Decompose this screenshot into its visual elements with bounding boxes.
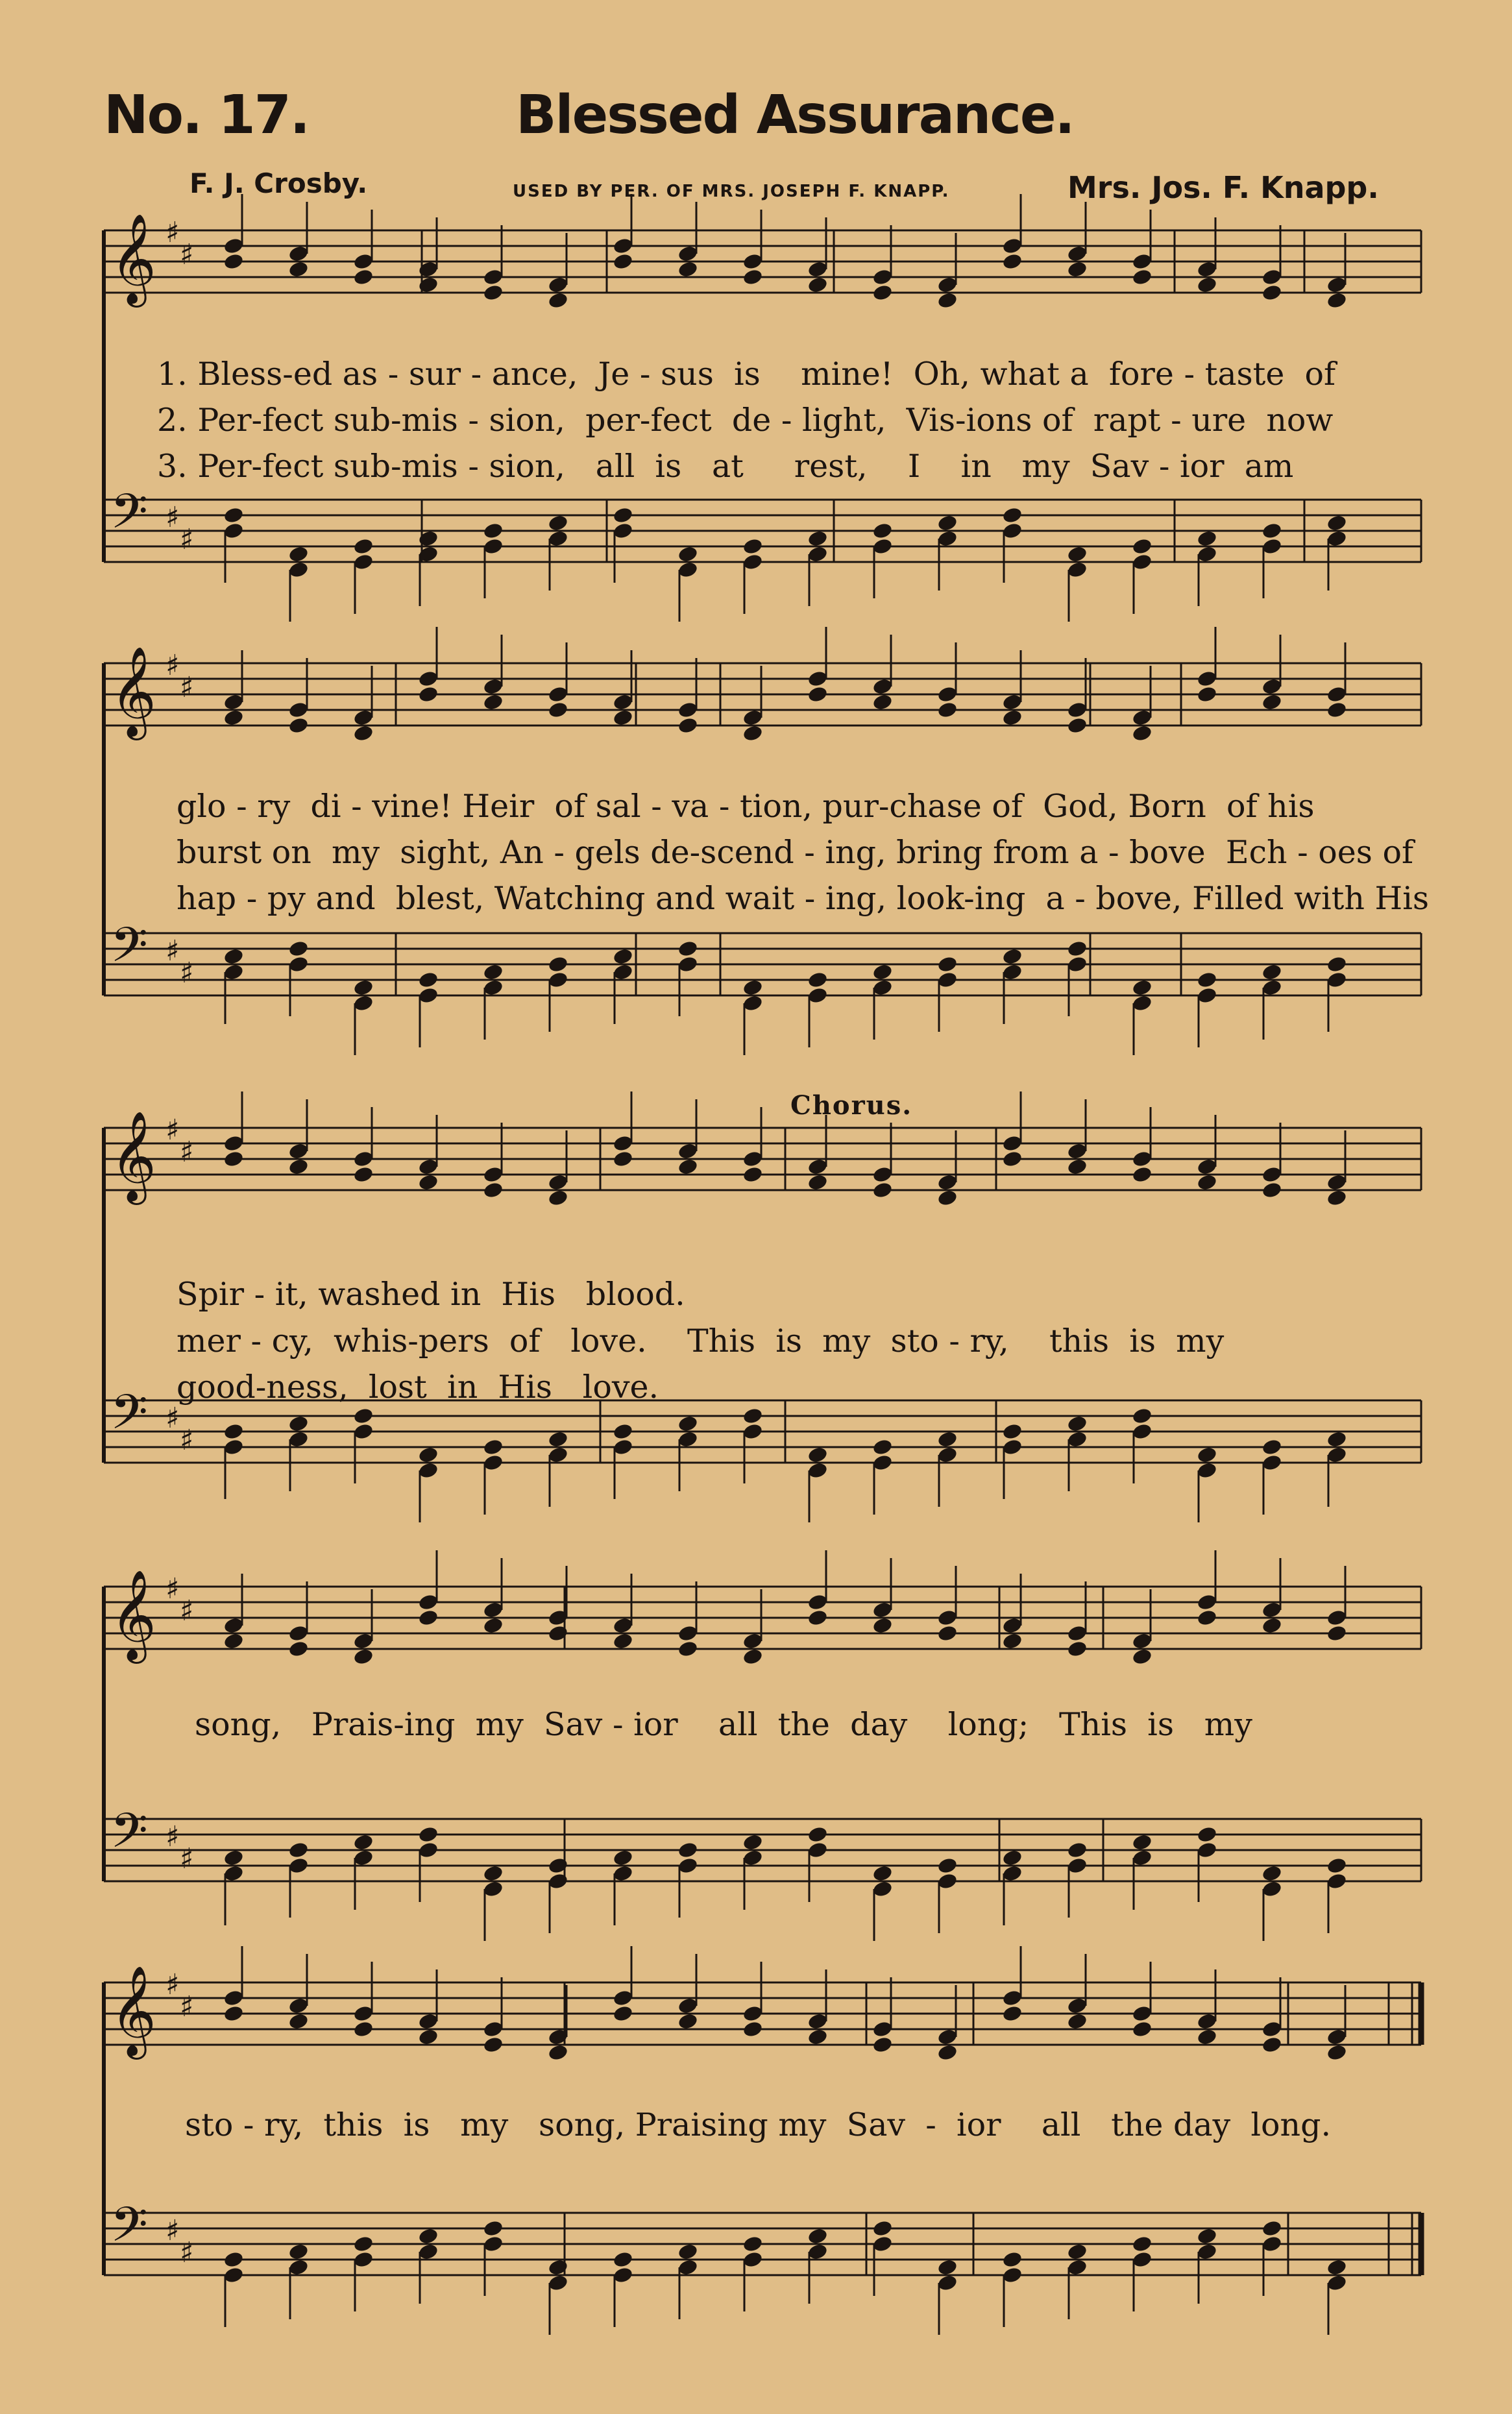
note-head xyxy=(872,963,893,981)
sharp-icon: ♯ xyxy=(180,1594,194,1628)
note-head xyxy=(872,2219,893,2237)
note-head xyxy=(547,291,568,310)
note-head xyxy=(1131,2020,1152,2038)
lyric-verse2-system2: burst on my sight, An - gels de-scend - ing, bring from a - bove Ech - oes of xyxy=(177,834,1414,871)
note-head xyxy=(223,709,244,727)
sharp-icon: ♯ xyxy=(180,671,194,704)
note-head xyxy=(547,1624,568,1642)
note-head xyxy=(1196,1173,1217,1191)
bass-clef-icon: 𝄢 xyxy=(110,2197,148,2265)
note-head xyxy=(936,701,958,719)
note-head xyxy=(223,1632,244,1650)
lyric-chorus-system4: song, Prais-ing my Sav - ior all the day long; This is my xyxy=(195,1706,1252,1743)
lyric-verse2-system3: mer - cy, whis-pers of love. This is my sto - ry, this is my xyxy=(177,1323,1225,1359)
note-head xyxy=(482,2036,504,2054)
note-head xyxy=(1131,1407,1152,1425)
note-head xyxy=(1261,963,1282,981)
note-head xyxy=(1066,260,1088,278)
note-head xyxy=(742,268,763,286)
note-head xyxy=(417,685,439,703)
note-head xyxy=(612,252,633,271)
note-head xyxy=(677,545,698,563)
note-head xyxy=(807,2227,828,2245)
note-head xyxy=(223,1849,244,1867)
note-head xyxy=(677,1640,698,1658)
note-head xyxy=(1261,1438,1282,1456)
note-head xyxy=(936,955,958,973)
note-head xyxy=(936,291,958,310)
sharp-icon: ♯ xyxy=(180,1424,194,1457)
lyric-verse2-system1: 2. Per-fect sub-mis - sion, per-fect de - light, Vis-ions of rapt - ure now xyxy=(157,402,1334,439)
note-head xyxy=(287,260,309,278)
note-head xyxy=(287,1841,309,1859)
note-head xyxy=(742,724,763,742)
note-head xyxy=(417,276,439,294)
chorus-label: Chorus. xyxy=(790,1090,913,1121)
note-head xyxy=(1261,1616,1282,1635)
note-head xyxy=(807,1173,828,1191)
note-head xyxy=(1131,1165,1152,1184)
sharp-icon: ♯ xyxy=(180,1990,194,2023)
note-head xyxy=(1261,1864,1282,1883)
note-head xyxy=(936,1857,958,1875)
note-head xyxy=(417,1609,439,1627)
note-head xyxy=(223,1150,244,1168)
note-head xyxy=(612,1849,633,1867)
note-head xyxy=(352,724,374,742)
note-head xyxy=(1326,1624,1347,1642)
note-head xyxy=(612,2005,633,2023)
note-head xyxy=(417,2227,439,2245)
note-head xyxy=(1326,514,1347,532)
note-head xyxy=(1326,291,1347,310)
note-head xyxy=(1066,1415,1088,1433)
note-head xyxy=(1001,252,1023,271)
treble-clef-icon: 𝄞 xyxy=(110,646,156,737)
note-head xyxy=(223,2250,244,2269)
note-head xyxy=(1066,716,1088,735)
note-head xyxy=(1001,947,1023,966)
note-head xyxy=(223,2005,244,2023)
note-head xyxy=(677,1415,698,1433)
note-head xyxy=(352,1407,374,1425)
note-head xyxy=(1001,1849,1023,1867)
note-head xyxy=(807,2028,828,2046)
note-head xyxy=(742,1165,763,1184)
note-head xyxy=(936,1189,958,1207)
lyric-verse3-system1: 3. Per-fect sub-mis - sion, all is at rest, I in my Sav - ior am xyxy=(157,448,1294,485)
note-head xyxy=(352,1165,374,1184)
sharp-icon: ♯ xyxy=(165,1572,180,1605)
note-head xyxy=(287,1415,309,1433)
note-head xyxy=(1131,1833,1152,1851)
sharp-icon: ♯ xyxy=(165,649,180,682)
note-head xyxy=(742,537,763,555)
bass-clef-icon: 𝄢 xyxy=(110,483,148,552)
note-head xyxy=(1066,940,1088,958)
note-head xyxy=(1326,955,1347,973)
note-head xyxy=(936,2043,958,2062)
note-head xyxy=(1001,1150,1023,1168)
note-head xyxy=(287,2243,309,2261)
sharp-icon: ♯ xyxy=(165,1114,180,1147)
note-head xyxy=(1261,284,1282,302)
sharp-icon: ♯ xyxy=(165,934,180,968)
note-head xyxy=(352,268,374,286)
note-head xyxy=(872,1864,893,1883)
note-head xyxy=(417,1446,439,1464)
note-head xyxy=(1326,1857,1347,1875)
hymn-title: Blessed Assurance. xyxy=(516,84,1074,146)
sharp-icon: ♯ xyxy=(180,957,194,990)
note-head xyxy=(1066,2243,1088,2261)
note-head xyxy=(807,1609,828,1627)
note-head xyxy=(1196,1609,1217,1627)
sharp-icon: ♯ xyxy=(180,523,194,556)
sharp-icon: ♯ xyxy=(180,1136,194,1169)
note-head xyxy=(1196,276,1217,294)
note-head xyxy=(872,1616,893,1635)
note-head xyxy=(547,1857,568,1875)
note-head xyxy=(1326,1189,1347,1207)
note-head xyxy=(482,1438,504,1456)
note-head xyxy=(547,1189,568,1207)
note-head xyxy=(612,1632,633,1650)
note-head xyxy=(547,955,568,973)
note-head xyxy=(352,1648,374,1666)
note-head xyxy=(482,963,504,981)
note-head xyxy=(742,1407,763,1425)
note-head xyxy=(936,2258,958,2276)
note-head xyxy=(677,940,698,958)
note-head xyxy=(223,947,244,966)
note-head xyxy=(352,2020,374,2038)
note-head xyxy=(1196,1825,1217,1844)
sharp-icon: ♯ xyxy=(180,238,194,271)
note-head xyxy=(1326,2043,1347,2062)
note-head xyxy=(807,971,828,989)
note-head xyxy=(1131,1648,1152,1666)
note-head xyxy=(742,979,763,997)
lyric-verse1-system2: glo - ry di - vine! Heir of sal - va - tion, pur-chase of God, Born of his xyxy=(177,788,1315,825)
note-head xyxy=(482,1864,504,1883)
note-head xyxy=(1196,530,1217,548)
note-head xyxy=(547,1430,568,1448)
note-head xyxy=(287,1158,309,1176)
lyric-chorus-system5: sto - ry, this is my song, Praising my Sav - ior all the day long. xyxy=(185,2106,1332,2143)
sharp-icon: ♯ xyxy=(165,1968,180,2001)
note-head xyxy=(1261,2036,1282,2054)
treble-clef-icon: 𝄞 xyxy=(110,1966,156,2056)
note-head xyxy=(287,716,309,735)
note-head xyxy=(1001,1632,1023,1650)
note-head xyxy=(417,2028,439,2046)
note-head xyxy=(1066,1158,1088,1176)
note-head xyxy=(482,693,504,711)
note-head xyxy=(1326,2258,1347,2276)
note-head xyxy=(612,2250,633,2269)
note-head xyxy=(287,1640,309,1658)
note-head xyxy=(1326,701,1347,719)
note-head xyxy=(287,940,309,958)
note-head xyxy=(547,514,568,532)
note-head xyxy=(872,1438,893,1456)
note-head xyxy=(872,284,893,302)
note-head xyxy=(287,2012,309,2030)
note-head xyxy=(223,1422,244,1441)
note-head xyxy=(1261,2219,1282,2237)
note-head xyxy=(807,1825,828,1844)
note-head xyxy=(1196,2227,1217,2245)
note-head xyxy=(1196,1446,1217,1464)
treble-clef-icon: 𝄞 xyxy=(110,1111,156,1201)
permission-note: USED BY PER. OF MRS. JOSEPH F. KNAPP. xyxy=(513,182,950,201)
sharp-icon: ♯ xyxy=(165,216,180,249)
note-head xyxy=(482,522,504,540)
note-head xyxy=(352,979,374,997)
note-head xyxy=(417,530,439,548)
sharp-icon: ♯ xyxy=(165,1820,180,1853)
note-head xyxy=(223,252,244,271)
note-head xyxy=(482,1616,504,1635)
note-head xyxy=(1131,268,1152,286)
note-head xyxy=(612,1422,633,1441)
hymn-number: No. 17. xyxy=(104,84,309,146)
note-head xyxy=(417,1173,439,1191)
sharp-icon: ♯ xyxy=(165,1402,180,1435)
note-head xyxy=(677,1841,698,1859)
note-head xyxy=(936,1624,958,1642)
note-head xyxy=(742,1833,763,1851)
note-head xyxy=(1261,693,1282,711)
lyric-verse3-system3: good-ness, lost in His love. xyxy=(177,1369,659,1406)
note-head xyxy=(1196,2028,1217,2046)
note-head xyxy=(223,506,244,524)
note-head xyxy=(612,1150,633,1168)
note-head xyxy=(612,709,633,727)
bass-clef-icon: 𝄢 xyxy=(110,1803,148,1871)
note-head xyxy=(807,276,828,294)
note-head xyxy=(872,522,893,540)
note-head xyxy=(677,2012,698,2030)
note-head xyxy=(612,506,633,524)
note-head xyxy=(417,1825,439,1844)
note-head xyxy=(1066,1640,1088,1658)
note-head xyxy=(547,701,568,719)
lyric-verse3-system2: hap - py and blest, Watching and wait - ing, look-ing a - bove, Filled with His xyxy=(177,880,1430,917)
note-head xyxy=(547,2258,568,2276)
note-head xyxy=(807,1446,828,1464)
lyric-verse1-system1: 1. Bless-ed as - sur - ance, Je - sus is mine! Oh, what a fore - taste of xyxy=(157,356,1336,393)
note-head xyxy=(612,947,633,966)
note-head xyxy=(1001,1422,1023,1441)
note-head xyxy=(1131,979,1152,997)
note-head xyxy=(1066,545,1088,563)
note-head xyxy=(547,2043,568,2062)
note-head xyxy=(1001,2250,1023,2269)
note-head xyxy=(1001,506,1023,524)
sharp-icon: ♯ xyxy=(165,501,180,534)
note-head xyxy=(482,2219,504,2237)
bass-clef-icon: 𝄢 xyxy=(110,1384,148,1452)
note-head xyxy=(872,1181,893,1199)
sharp-icon: ♯ xyxy=(180,2236,194,2269)
note-head xyxy=(1131,537,1152,555)
note-head xyxy=(872,2036,893,2054)
sharp-icon: ♯ xyxy=(180,1842,194,1875)
note-head xyxy=(677,2243,698,2261)
note-head xyxy=(1131,2235,1152,2253)
note-head xyxy=(677,716,698,735)
note-head xyxy=(1196,685,1217,703)
note-head xyxy=(1131,724,1152,742)
hymn-composer: Mrs. Jos. F. Knapp. xyxy=(1067,170,1379,205)
note-head xyxy=(1066,1841,1088,1859)
note-head xyxy=(1261,1181,1282,1199)
note-head xyxy=(417,971,439,989)
note-head xyxy=(742,1648,763,1666)
hymn-author: F. J. Crosby. xyxy=(189,167,368,199)
note-head xyxy=(1261,522,1282,540)
note-head xyxy=(352,1833,374,1851)
note-head xyxy=(677,1158,698,1176)
note-head xyxy=(352,537,374,555)
treble-clef-icon: 𝄞 xyxy=(110,1570,156,1660)
treble-clef-icon: 𝄞 xyxy=(110,213,156,304)
sharp-icon: ♯ xyxy=(165,2214,180,2247)
note-head xyxy=(742,2235,763,2253)
note-head xyxy=(936,1430,958,1448)
note-head xyxy=(936,514,958,532)
note-head xyxy=(1001,2005,1023,2023)
note-head xyxy=(742,2020,763,2038)
note-head xyxy=(482,1181,504,1199)
note-head xyxy=(1066,2012,1088,2030)
lyric-verse1-system3: Spir - it, washed in His blood. xyxy=(177,1276,685,1313)
note-head xyxy=(807,685,828,703)
note-head xyxy=(1326,1430,1347,1448)
note-head xyxy=(482,284,504,302)
bass-clef-icon: 𝄢 xyxy=(110,917,148,985)
note-head xyxy=(872,693,893,711)
note-head xyxy=(807,530,828,548)
note-head xyxy=(677,260,698,278)
note-head xyxy=(1001,709,1023,727)
note-head xyxy=(352,2235,374,2253)
note-head xyxy=(287,545,309,563)
note-head xyxy=(1196,971,1217,989)
